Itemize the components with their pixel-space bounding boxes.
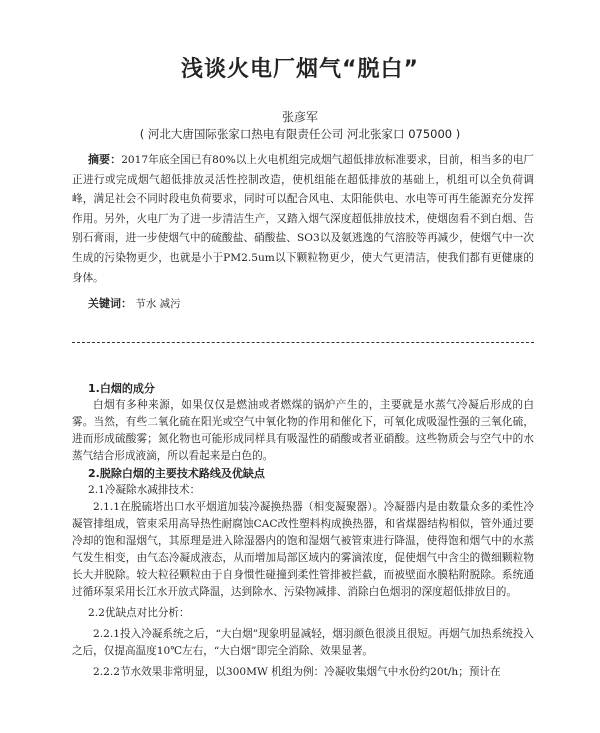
- paragraph: 2.2.2节水效果非常明显，以300MW 机组为例：冷凝收集烟气中水份约20t/h；预计在: [93, 666, 501, 678]
- keywords-text: 节水 减污: [135, 298, 181, 310]
- paragraph: 2.1.1在脱硫塔出口水平烟道加装冷凝换热器（相变凝聚器）。冷凝器内是由数量众多的柔性冷凝管排组成，管束采用高导热性耐腐蚀CAC改性塑料构成换热器，和省煤器结构相似，管外通过要冷却的饱和湿烟气，其原理是进入除湿器内的饱和湿烟气被管束进行降温，使得饱和烟气中的水蒸气发生相变，由气态冷凝成液态，从而增加局部区域内的雾滴浓度，促使烟气中含尘的微细颗粒物长大并脱除。较大粒径颗粒由于自身惯性碰撞到柔性管排被拦截，而被壁面水膜粘附脱除。系统通过循环泵采用长江水开放式降温，达到除水、污染物减排、消除白色烟羽的深度超低排放目的。: [72, 501, 534, 598]
- keywords-label: 关键词：: [88, 297, 132, 310]
- section-heading-1: 1.白烟的成分: [88, 382, 155, 395]
- paragraph: 白烟有多种来源，如果仅仅是燃油或者燃煤的锅炉产生的，主要就是水蒸气冷凝后形成的白雾。当然，有些二氧化硫在阳光或空气中氧化物的作用和催化下，可氧化成吸湿性强的三氧化硫，进而形成硫酸雾；氮化物也可能形成同样具有吸湿性的硝酸或者亚硝酸。这些物质会与空气中的水蒸气结合形成液滴，所以看起来是白色的。: [72, 399, 534, 462]
- abstract-text: 2017年底全国已有80%以上火电机组完成烟气超低排放标准要求，目前，相当多的电厂正进行或完成烟气超低排放灵活性控制改造，使机组能在超低排放的基础上，机组可以全负荷调峰，满足社会不同时段电负荷要求，同时可以配合风电、太阳能供电、水电等可再生能源充分发挥作用。另外，火电厂为了进一步清洁生产，又踏入烟气深度超低排放技术，使烟囱看不到白烟、告别石膏雨，进一步使烟气中的硫酸盐、硝酸盐、SO3以及氨逃逸的气溶胶等再减少，使烟气中一次生成的污染物更少，也就是小于PM2.5um以下颗粒物更少，使大气更清洁，使我们都有更健康的身体。: [72, 154, 534, 284]
- paragraph: 2.2.1投入冷凝系统之后，“大白烟”现象明显减轻，烟羽颜色很淡且很短。再烟气加热系统投入之后，仅提高温度10℃左右，“大白烟”即完全消除、效果显著。: [72, 628, 534, 657]
- author-name: 张彦军: [281, 110, 318, 124]
- abstract: [72, 150, 534, 288]
- keywords: [88, 295, 181, 311]
- paper-title: 浅谈火电厂烟气“脱白”: [181, 57, 419, 82]
- section-heading-2: 2.脱除白烟的主要技术路线及优缺点: [88, 467, 265, 480]
- subsection-heading: 2.2优缺点对比分析：: [88, 607, 190, 619]
- section-divider: [72, 342, 534, 343]
- body-text: [72, 380, 534, 681]
- subsection-heading: 2.1冷凝除水减排技术：: [88, 484, 201, 496]
- abstract-label: 摘要：: [88, 153, 122, 166]
- author-affiliation: ( 河北大唐国际张家口热电有限责任公司 河北张家口 075000 ): [139, 127, 461, 141]
